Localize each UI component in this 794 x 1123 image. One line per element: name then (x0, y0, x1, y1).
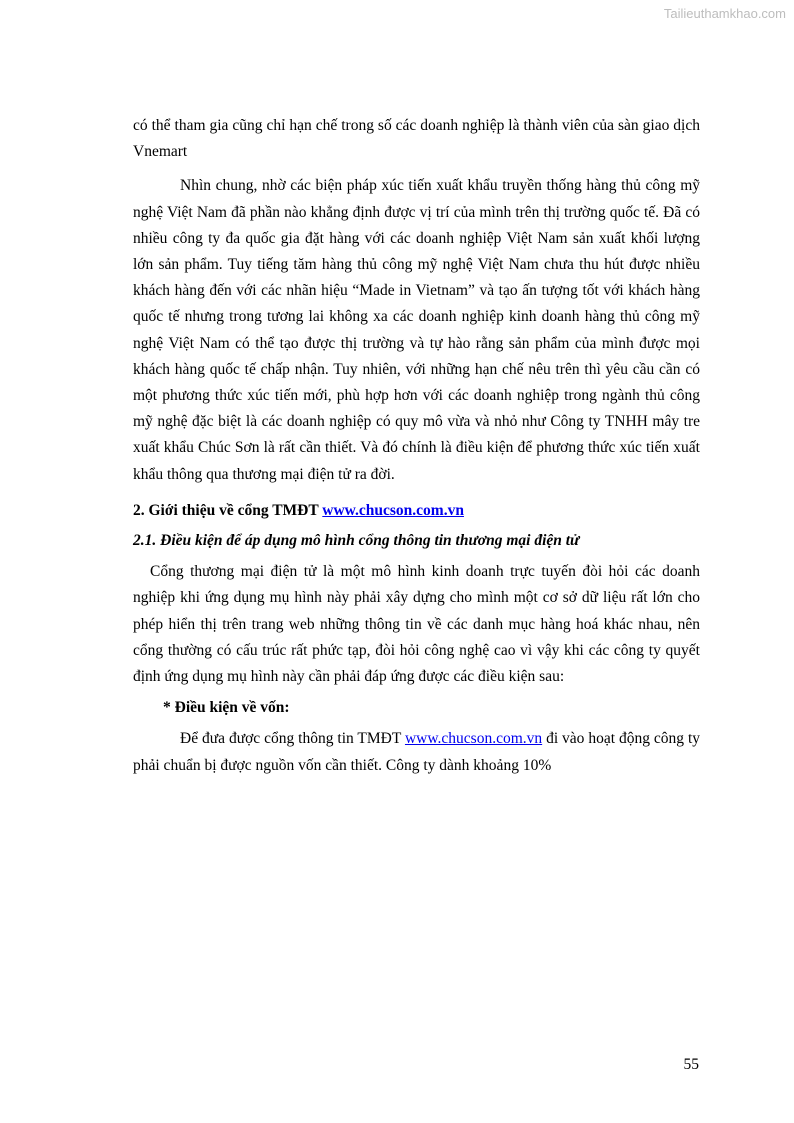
watermark: Tailieuthamkhao.com (663, 6, 786, 21)
document-body (133, 113, 700, 779)
paragraph-capital-text-rest: đi vào hoạt động công ty phải chuẩn bị được nguồn vốn cần thiết. Công ty dành khoảng 10% (133, 730, 700, 774)
page-number: 55 (683, 1056, 699, 1073)
paragraph-capital-text: Để đưa được cổng thông tin TMĐT (180, 730, 405, 748)
paragraph-capital (133, 726, 700, 778)
condition-capital-heading: * Điều kiện về vốn: (163, 699, 290, 717)
paragraph-portal-definition: Cổng thương mại điện tử là một mô hình kinh doanh trực tuyến đòi hỏi các doanh nghiệp khi ứng dụng mụ hình này phải xây dựng cho mình một cơ sở dữ liệu rất lớn cho phép hiển thị trên trang web những thông tin về các danh mục hàng hoá khác nhau, nên cổng thường có cấu trúc rất phức tạp, đòi hỏi công nghệ cao vì vậy khi các công ty quyết định ứng dụng mụ hình này cần phải đáp ứng được các điều kiện sau: (133, 563, 700, 686)
section-heading-2-1: 2.1. Điều kiện để áp dụng mô hình cổng thông tin thương mại điện tử (133, 532, 580, 550)
paragraph-summary: Nhìn chung, nhờ các biện pháp xúc tiến xuất khẩu truyền thống hàng thủ công mỹ nghệ Việt Nam đã phần nào khẳng định được vị trí của mình trên thị trường quốc tế. Đã có nhiều công ty đa quốc gia đặt hàng với các doanh nghiệp Việt Nam sản xuất khối lượng lớn sản phẩm. Tuy tiếng tăm hàng thủ công mỹ nghệ Việt Nam chưa thu hút được nhiều khách hàng đến với các nhãn hiệu “Made in Vietnam” và tạo ấn tượng tốt với khách hàng quốc tế nhưng trong tương lai không xa các doanh nghiệp kinh doanh hàng thủ công mỹ nghệ Việt Nam có thể tạo được thị trường và tự hào rằng sản phẩm của mình được mọi khách hàng quốc tế chấp nhận. Tuy nhiên, với những hạn chế nêu trên thì yêu cầu cần có một phương thức xúc tiến mới, phù hợp hơn với các doanh nghiệp trong ngành thủ công mỹ nghệ đặc biệt là các doanh nghiệp có quy mô vừa và nhỏ như Công ty TNHH mây tre xuất khẩu Chúc Sơn là rất cần thiết. Và đó chính là điều kiện để phương thức xúc tiến xuất khẩu thông qua thương mại điện tử ra đời. (133, 177, 700, 483)
portal-link[interactable]: www.chucson.com.vn (404, 730, 543, 748)
section-heading-2-link[interactable]: www.chucson.com.vn (322, 501, 464, 519)
paragraph-continuation: có thể tham gia cũng chỉ hạn chế trong số các doanh nghiệp là thành viên của sàn giao dịch Vnemart (133, 117, 700, 161)
section-heading-2-text: 2. Giới thiệu về cổng TMĐT (133, 501, 323, 519)
section-heading-2 (133, 498, 700, 524)
